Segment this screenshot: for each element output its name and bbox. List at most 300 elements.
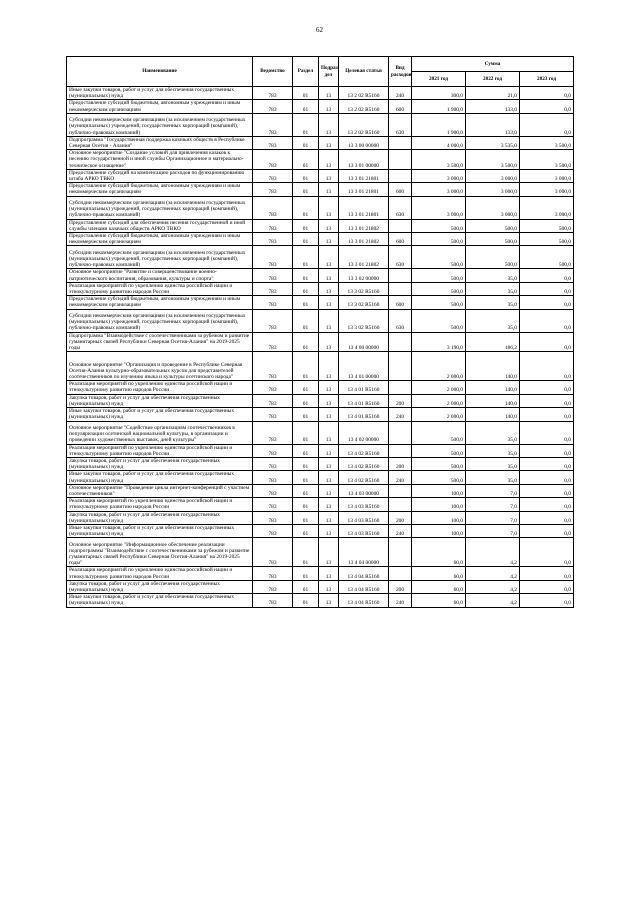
row-expense-type: 240 [389,87,412,100]
row-ministry: 783 [253,538,293,567]
row-ministry: 783 [253,269,293,282]
row-ministry: 783 [253,408,293,421]
row-name: Субсидии некоммерческим организациям (за исключением государственных (муниципальных) учреждений, государственных корпораций (компаний), публично-правовых компаний) [67,309,253,332]
row-2023: 0,0 [520,87,574,100]
row-expense-type [389,150,412,170]
row-expense-type [389,282,412,295]
row-ministry: 783 [253,309,293,332]
row-expense-type: 600 [389,183,412,196]
row-section: 01 [293,332,319,352]
table-row [67,471,574,484]
row-2021: 3 000,0 [412,196,466,219]
row-2021: 500,0 [412,269,466,282]
row-subsection: 13 [319,471,339,484]
row-subsection: 13 [319,169,339,182]
row-name: Иные закупки товаров, работ и услуг для обеспечения государственных (муниципальных) нужд [67,87,253,100]
row-2021: 1 900,0 [412,100,466,113]
row-ministry: 783 [253,352,293,381]
table-row [67,580,574,593]
row-2022: 133,0 [466,100,520,113]
row-subsection: 13 [319,457,339,470]
header-sum: Сумма [412,57,574,72]
row-2021: 60,0 [412,567,466,580]
row-name: Подпрограмма "Взаимодействие с соотечественниками за рубежом и развитие гуманитарных связей Республики Северная Осетия-Алания" на 2019-2025 годы [67,332,253,352]
row-subsection: 13 [319,332,339,352]
row-2023: 0,0 [520,309,574,332]
row-expense-type: 240 [389,408,412,421]
row-target: 13 3 02 R5160 [339,296,389,309]
row-section: 01 [293,233,319,246]
row-2022: 3 535,0 [466,136,520,149]
table-row [67,352,574,381]
row-2021: 60,0 [412,580,466,593]
row-2022: 35,0 [466,269,520,282]
row-2022: 140,0 [466,408,520,421]
row-2023: 0,0 [520,282,574,295]
row-target: 13 4 01 R5160 [339,408,389,421]
row-section: 01 [293,484,319,497]
row-target: 13 3 01 21801 [339,169,389,182]
row-2023: 0,0 [520,484,574,497]
row-2022: 3 500,0 [466,150,520,170]
row-section: 01 [293,296,319,309]
row-section: 01 [293,567,319,580]
row-subsection: 13 [319,421,339,444]
row-ministry: 783 [253,87,293,100]
table-row [67,444,574,457]
row-expense-type: 630 [389,246,412,269]
row-target: 13 3 01 21801 [339,183,389,196]
row-subsection: 13 [319,233,339,246]
row-2022: 35,0 [466,296,520,309]
table-row [67,309,574,332]
header-2021: 2021 год [412,72,466,87]
row-section: 01 [293,352,319,381]
row-subsection: 13 [319,183,339,196]
row-expense-type [389,332,412,352]
row-section: 01 [293,269,319,282]
row-expense-type: 630 [389,113,412,136]
row-target: 13 4 00 00000 [339,332,389,352]
table-row [67,233,574,246]
row-target: 13 3 02 R5160 [339,309,389,332]
row-section: 01 [293,394,319,407]
row-name: Основное мероприятие "Организация и проведение в Республике Северная Осетия-Алания культурно-образовательных курсов для представителей соотечественников по изучению языка и культуры осетинского народа" [67,352,253,381]
row-expense-type: 240 [389,594,412,607]
row-target: 13 4 04 R5160 [339,594,389,607]
table-row [67,282,574,295]
row-2022: 140,0 [466,381,520,394]
row-subsection: 13 [319,309,339,332]
row-2021: 3 000,0 [412,169,466,182]
row-target: 13 4 02 R5160 [339,444,389,457]
table-row [67,567,574,580]
row-section: 01 [293,136,319,149]
row-2021: 500,0 [412,471,466,484]
row-2021: 500,0 [412,296,466,309]
row-section: 01 [293,219,319,232]
row-2023: 3 500,0 [520,136,574,149]
row-2023: 500,0 [520,246,574,269]
row-2022: 35,0 [466,471,520,484]
row-subsection: 13 [319,394,339,407]
row-section: 01 [293,381,319,394]
row-2022: 500,0 [466,246,520,269]
row-2021: 300,0 [412,87,466,100]
row-name: Закупка товаров, работ и услуг для обеспечения государственных (муниципальных) нужд [67,511,253,524]
row-name: Основное мероприятие "Развитие и совершенствование военно-патриотического воспитания, образования, культуры и спорта" [67,269,253,282]
table-body [67,87,574,608]
row-2021: 3 500,0 [412,150,466,170]
row-target: 13 3 01 00000 [339,150,389,170]
row-target: 13 3 02 R5160 [339,282,389,295]
row-2022: 133,0 [466,113,520,136]
row-2021: 3 000,0 [412,183,466,196]
row-2022: 4,2 [466,594,520,607]
row-2023: 0,0 [520,100,574,113]
table-row [67,196,574,219]
row-2023: 0,0 [520,498,574,511]
row-expense-type [389,136,412,149]
row-name: Реализация мероприятий по укреплению единства российской нации и этнокультурному развитию народов России [67,498,253,511]
row-2022: 7,0 [466,524,520,537]
row-section: 01 [293,580,319,593]
row-name: Предоставление субсидий на компенсацию расходов по функционированию штаба АРКО ТВКО [67,169,253,182]
row-ministry: 783 [253,580,293,593]
row-name: Предоставление субсидий бюджетным, автономным учреждениям и иным некоммерческим организациям [67,296,253,309]
header-section: Раздел [293,57,319,87]
row-name: Субсидии некоммерческим организациям (за исключением государственных (муниципальных) учреждений, государственных корпораций (компаний), публично-правовых компаний) [67,246,253,269]
row-2022: 35,0 [466,457,520,470]
table-row [67,421,574,444]
row-subsection: 13 [319,352,339,381]
row-2021: 500,0 [412,444,466,457]
row-subsection: 13 [319,498,339,511]
row-subsection: 13 [319,150,339,170]
row-subsection: 13 [319,594,339,607]
row-2022: 500,0 [466,233,520,246]
row-2022: 186,2 [466,332,520,352]
row-section: 01 [293,498,319,511]
row-2023: 0,0 [520,580,574,593]
row-subsection: 13 [319,87,339,100]
row-2022: 35,0 [466,421,520,444]
row-target: 13 3 01 21802 [339,219,389,232]
row-ministry: 783 [253,471,293,484]
row-name: Реализация мероприятий по укреплению единства российской нации и этнокультурному развитию народов России [67,282,253,295]
row-2021: 4 000,0 [412,136,466,149]
row-target: 13 3 01 21802 [339,233,389,246]
row-ministry: 783 [253,150,293,170]
row-2023: 0,0 [520,381,574,394]
row-expense-type: 200 [389,394,412,407]
row-2023: 0,0 [520,471,574,484]
row-ministry: 783 [253,169,293,182]
row-target: 13 4 03 00000 [339,484,389,497]
row-ministry: 783 [253,246,293,269]
row-section: 01 [293,309,319,332]
row-target: 13 4 04 00000 [339,538,389,567]
row-2021: 2 000,0 [412,381,466,394]
table-row [67,113,574,136]
row-target: 13 3 01 21801 [339,196,389,219]
row-subsection: 13 [319,444,339,457]
row-section: 01 [293,169,319,182]
row-name: Субсидии некоммерческим организациям (за исключением государственных (муниципальных) учреждений, государственных корпораций (компаний), публично-правовых компаний) [67,196,253,219]
row-subsection: 13 [319,269,339,282]
row-name: Закупка товаров, работ и услуг для обеспечения государственных (муниципальных) нужд [67,580,253,593]
table-row [67,498,574,511]
row-ministry: 783 [253,498,293,511]
row-ministry: 783 [253,421,293,444]
row-expense-type: 600 [389,100,412,113]
row-section: 01 [293,471,319,484]
row-2022: 35,0 [466,282,520,295]
row-ministry: 783 [253,394,293,407]
row-2023: 0,0 [520,421,574,444]
row-section: 01 [293,421,319,444]
row-section: 01 [293,196,319,219]
row-2021: 500,0 [412,219,466,232]
row-target: 13 4 02 R5160 [339,471,389,484]
row-section: 01 [293,183,319,196]
row-2021: 100,0 [412,524,466,537]
row-subsection: 13 [319,381,339,394]
row-2023: 0,0 [520,269,574,282]
row-ministry: 783 [253,524,293,537]
row-ministry: 783 [253,511,293,524]
row-ministry: 783 [253,332,293,352]
header-2023: 2023 год [520,72,574,87]
row-2021: 500,0 [412,282,466,295]
row-section: 01 [293,113,319,136]
row-2021: 2 000,0 [412,394,466,407]
row-2021: 60,0 [412,594,466,607]
row-name: Предоставление субсидий для обеспечения несения государственной и иной службы членами казачьих обществ АРКО ТВКО [67,219,253,232]
row-subsection: 13 [319,100,339,113]
row-subsection: 13 [319,113,339,136]
row-name: Предоставление субсидий бюджетным, автономным учреждениям и иным некоммерческим организациям [67,100,253,113]
row-name: Иные закупки товаров, работ и услуг для обеспечения государственных (муниципальных) нужд [67,471,253,484]
row-ministry: 783 [253,594,293,607]
row-2023: 3 000,0 [520,183,574,196]
table-row [67,538,574,567]
row-2023: 3 000,0 [520,169,574,182]
row-2021: 1 900,0 [412,113,466,136]
row-section: 01 [293,594,319,607]
row-subsection: 13 [319,282,339,295]
table-row [67,169,574,182]
row-subsection: 13 [319,246,339,269]
header-expense-type: Вид расходов [389,57,412,87]
table-row [67,457,574,470]
row-section: 01 [293,457,319,470]
row-name: Основное мероприятие "Информационное обеспечение реализации подпрограммы "Взаимодействие с соотечественниками за рубежом и развитие гуманитарных связей Республики Северная Осетия-Алания" на 2019-2025 годы" [67,538,253,567]
table-row [67,150,574,170]
row-name: Предоставление субсидий бюджетным, автономным учреждениям и иным некоммерческим организациям [67,233,253,246]
row-subsection: 13 [319,580,339,593]
row-2021: 100,0 [412,511,466,524]
row-2022: 4,2 [466,538,520,567]
row-2021: 500,0 [412,309,466,332]
row-2021: 2 000,0 [412,408,466,421]
table-row [67,100,574,113]
table-row [67,87,574,100]
row-name: Реализация мероприятий по укреплению единства российской нации и этнокультурному развитию народов России [67,567,253,580]
row-subsection: 13 [319,484,339,497]
row-target: 13 2 02 R5160 [339,87,389,100]
row-2023: 0,0 [520,394,574,407]
table-row [67,524,574,537]
row-2022: 7,0 [466,498,520,511]
row-2022: 21,0 [466,87,520,100]
page-number: 62 [316,26,323,34]
row-2023: 500,0 [520,219,574,232]
row-target: 13 4 03 R5160 [339,524,389,537]
row-section: 01 [293,282,319,295]
row-subsection: 13 [319,408,339,421]
row-subsection: 13 [319,538,339,567]
row-expense-type: 630 [389,196,412,219]
row-subsection: 13 [319,524,339,537]
row-name: Иные закупки товаров, работ и услуг для обеспечения государственных (муниципальных) нужд [67,594,253,607]
row-name: Основное мероприятие "Создание условий для привлечения казаков к несению государственной и иной службы Организационное и материально-техническое оснащение" [67,150,253,170]
row-2023: 0,0 [520,444,574,457]
row-target: 13 4 01 R5160 [339,381,389,394]
row-ministry: 783 [253,296,293,309]
row-target: 13 4 01 R5160 [339,394,389,407]
row-section: 01 [293,87,319,100]
table-row [67,511,574,524]
row-expense-type [389,219,412,232]
row-ministry: 783 [253,100,293,113]
row-expense-type: 600 [389,296,412,309]
row-name: Иные закупки товаров, работ и услуг для обеспечения государственных (муниципальных) нужд [67,408,253,421]
row-2023: 0,0 [520,524,574,537]
row-expense-type [389,444,412,457]
row-2021: 60,0 [412,538,466,567]
row-section: 01 [293,524,319,537]
table-row [67,183,574,196]
row-2023: 0,0 [520,511,574,524]
row-subsection: 13 [319,136,339,149]
table-row [67,269,574,282]
row-2021: 500,0 [412,233,466,246]
row-2022: 3 000,0 [466,183,520,196]
row-ministry: 783 [253,381,293,394]
row-2022: 3 000,0 [466,196,520,219]
row-subsection: 13 [319,296,339,309]
table-row [67,136,574,149]
row-section: 01 [293,444,319,457]
row-2021: 3 190,0 [412,332,466,352]
row-expense-type [389,484,412,497]
row-expense-type: 200 [389,580,412,593]
header-target: Целевая статья [339,57,389,87]
row-ministry: 783 [253,196,293,219]
row-expense-type: 200 [389,511,412,524]
table-row [67,246,574,269]
row-2023: 500,0 [520,233,574,246]
budget-table [66,56,574,608]
row-2022: 140,0 [466,352,520,381]
row-expense-type: 600 [389,233,412,246]
row-target: 13 2 02 R5160 [339,100,389,113]
row-section: 01 [293,408,319,421]
row-2021: 500,0 [412,421,466,444]
row-2023: 0,0 [520,457,574,470]
header-name: Наименование [67,57,253,87]
row-target: 13 2 02 R5160 [339,113,389,136]
row-ministry: 783 [253,219,293,232]
row-2023: 0,0 [520,352,574,381]
row-expense-type: 240 [389,471,412,484]
row-section: 01 [293,246,319,269]
row-2021: 100,0 [412,484,466,497]
table-row [67,408,574,421]
row-name: Реализация мероприятий по укреплению единства российской нации и этнокультурному развитию народов России [67,444,253,457]
row-target: 13 4 02 00000 [339,421,389,444]
row-target: 13 3 01 21802 [339,246,389,269]
row-2022: 35,0 [466,309,520,332]
row-name: Иные закупки товаров, работ и услуг для обеспечения государственных (муниципальных) нужд [67,524,253,537]
row-2022: 4,2 [466,580,520,593]
row-subsection: 13 [319,196,339,219]
row-ministry: 783 [253,567,293,580]
row-ministry: 783 [253,136,293,149]
row-name: Закупка товаров, работ и услуг для обеспечения государственных (муниципальных) нужд [67,457,253,470]
table-row [67,332,574,352]
table-row [67,296,574,309]
row-ministry: 783 [253,457,293,470]
row-expense-type [389,381,412,394]
row-expense-type: 240 [389,524,412,537]
row-target: 13 3 02 00000 [339,269,389,282]
row-target: 13 4 01 00000 [339,352,389,381]
row-2023: 0,0 [520,332,574,352]
row-expense-type: 200 [389,457,412,470]
header-subsection: Подраз-дел [319,57,339,87]
row-subsection: 13 [319,219,339,232]
table-row [67,219,574,232]
row-2023: 0,0 [520,408,574,421]
row-2022: 35,0 [466,444,520,457]
row-target: 13 4 04 R5160 [339,580,389,593]
row-2023: 0,0 [520,567,574,580]
row-2021: 100,0 [412,498,466,511]
row-2023: 3 500,0 [520,150,574,170]
row-2022: 7,0 [466,484,520,497]
row-subsection: 13 [319,567,339,580]
row-target: 13 4 03 R5160 [339,498,389,511]
row-expense-type [389,352,412,381]
row-name: Предоставление субсидий бюджетным, автономным учреждениям и иным некоммерческим организациям [67,183,253,196]
row-2022: 3 000,0 [466,169,520,182]
row-expense-type [389,169,412,182]
header-2022: 2022 год [466,72,520,87]
row-ministry: 783 [253,444,293,457]
row-section: 01 [293,100,319,113]
table-row [67,484,574,497]
row-ministry: 783 [253,183,293,196]
row-2021: 500,0 [412,246,466,269]
table-row [67,594,574,607]
row-ministry: 783 [253,233,293,246]
row-target: 13 3 00 00000 [339,136,389,149]
row-2023: 0,0 [520,113,574,136]
row-expense-type [389,498,412,511]
row-name: Подпрограмма "Государственная поддержка казачьих обществ в Республике Северная Осетия - Алания" [67,136,253,149]
